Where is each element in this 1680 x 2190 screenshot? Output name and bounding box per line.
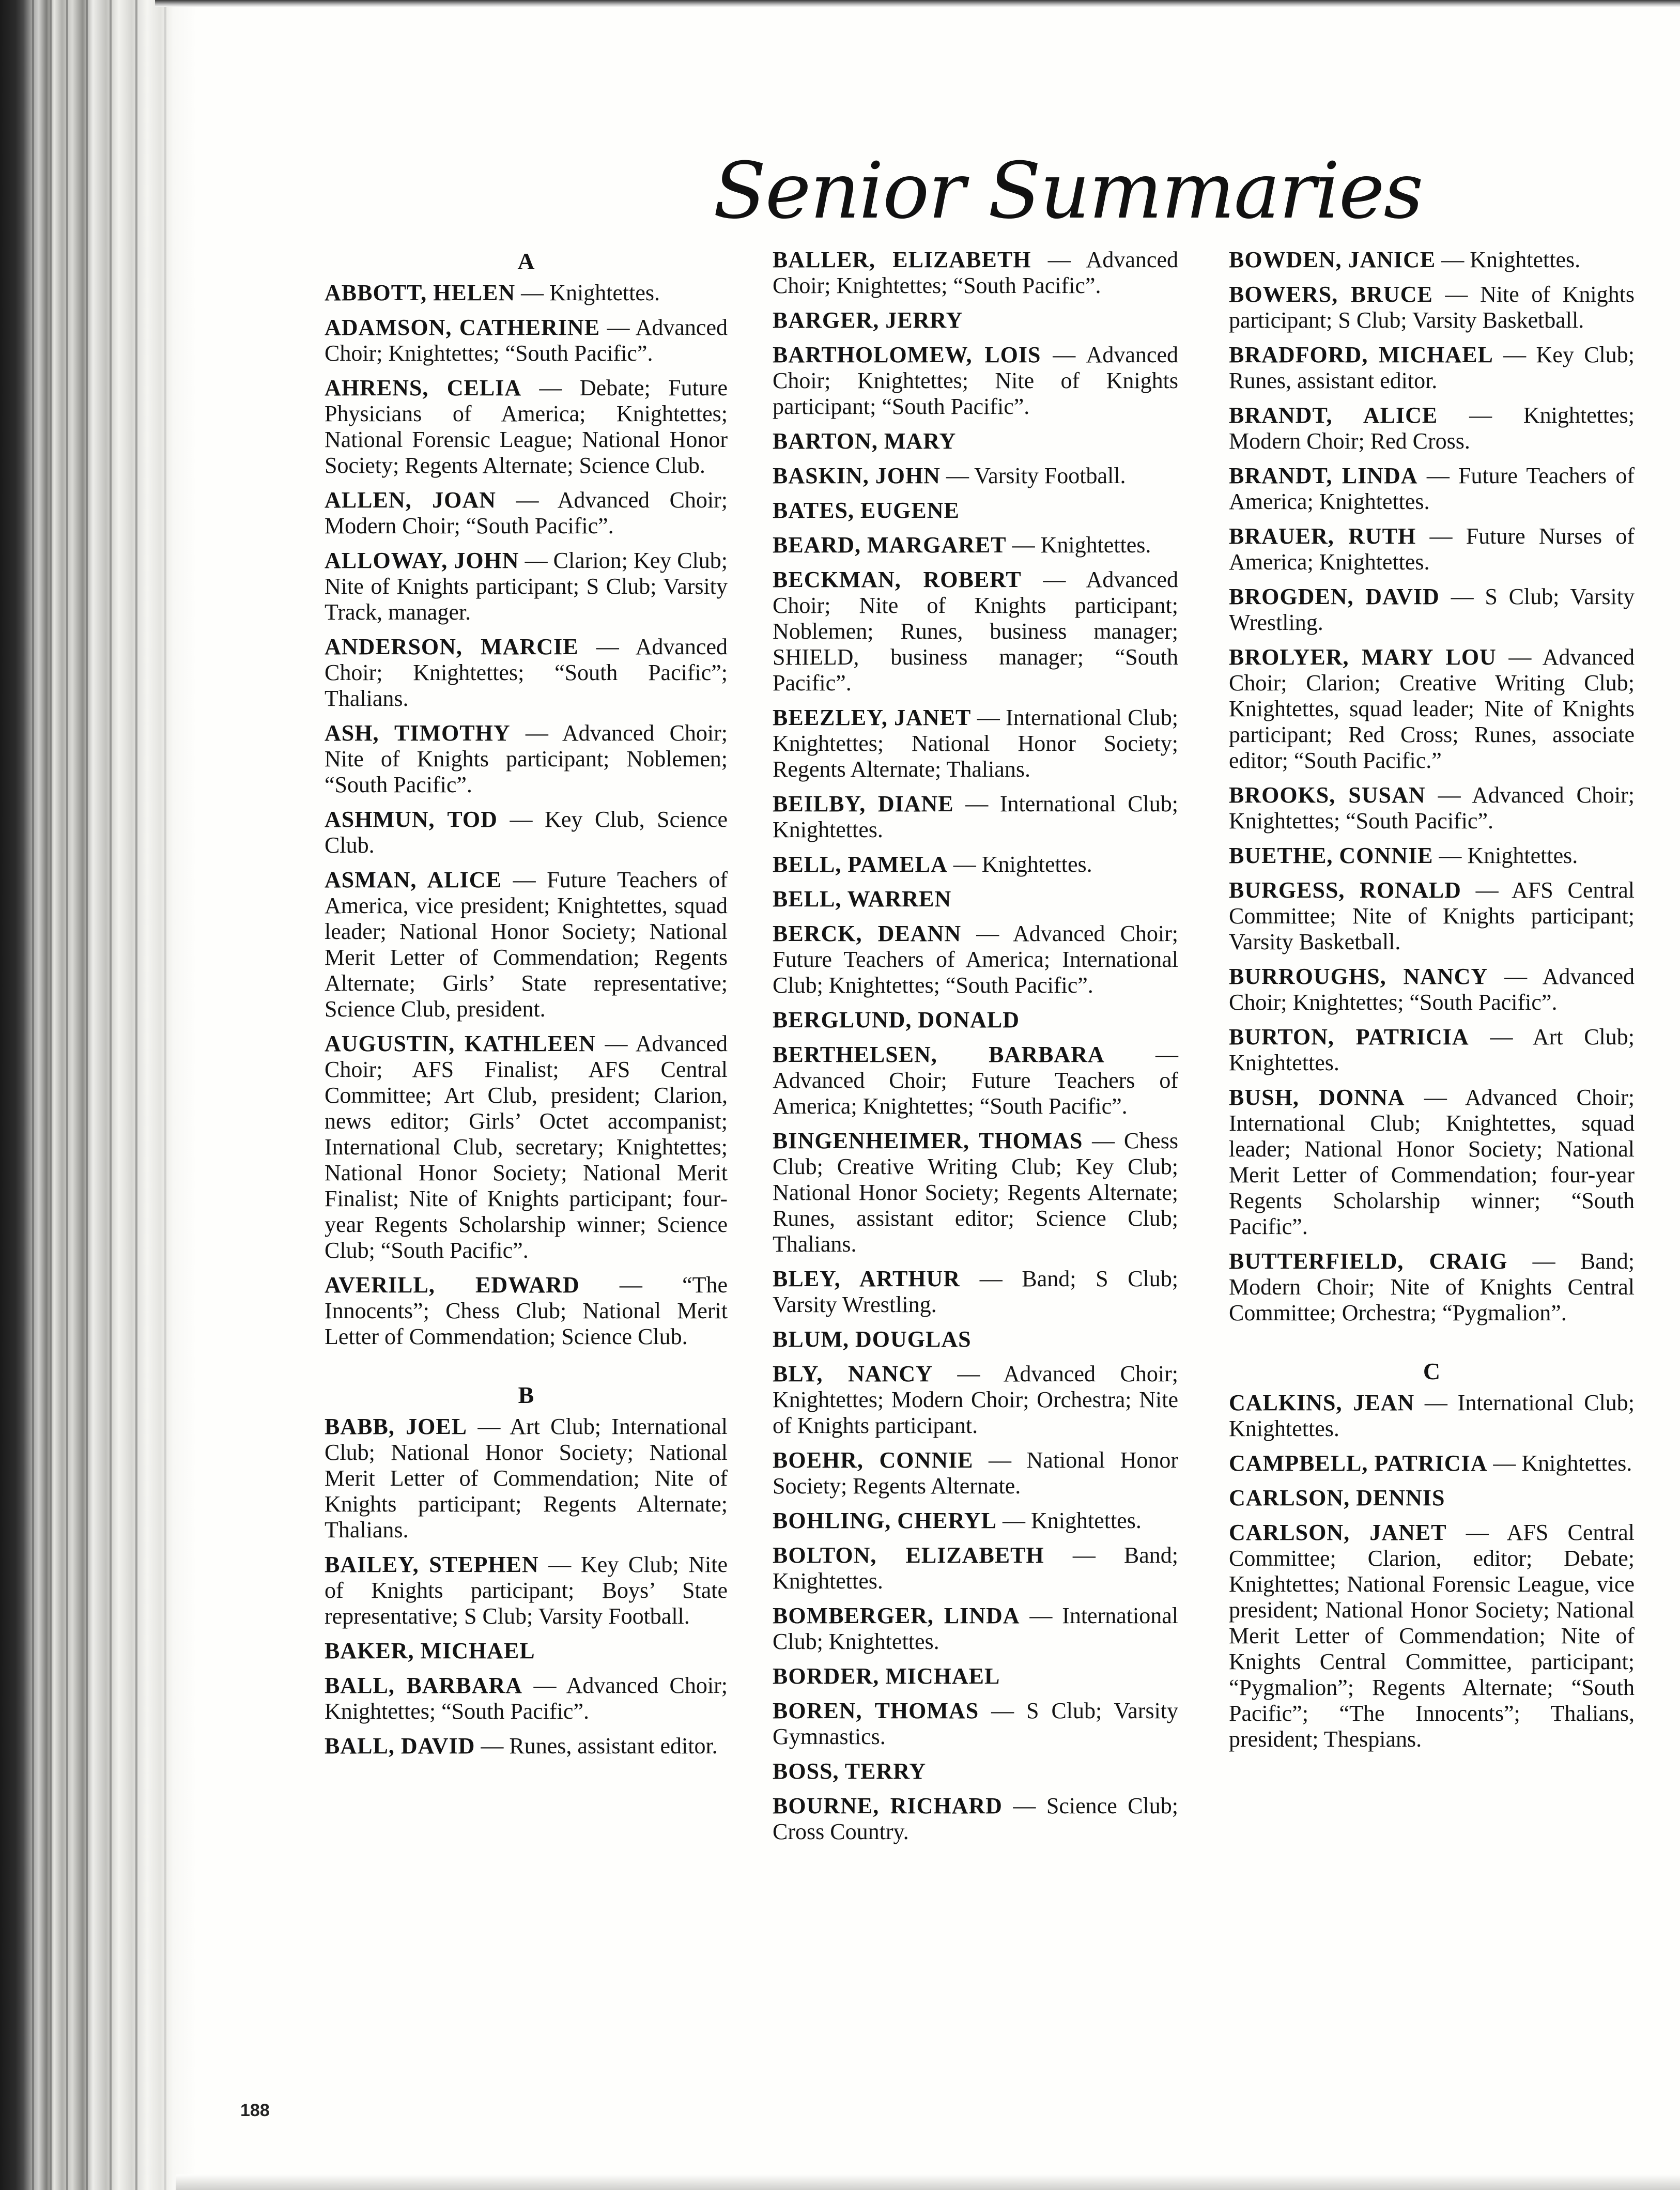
senior-name: BOREN, THOMAS (773, 1698, 979, 1723)
senior-activities: Advanced Choir; Knightettes; “South Pacific”. (1229, 964, 1635, 1015)
senior-name: BOLTON, ELIZABETH (773, 1543, 1044, 1568)
senior-activities: Knightettes. (549, 280, 660, 305)
senior-name: BAKER, MICHAEL (325, 1638, 535, 1663)
dash-separator: — (600, 315, 636, 340)
senior-activities: Key Club; Runes, assistant editor. (1229, 342, 1635, 393)
senior-activities: Future Teachers of America, vice president; Knightettes, squad leader; National Honor Society; National Merit Letter of Commendation; Regents Alternate; Girls’ State representative; Science Club, president. (325, 867, 728, 1022)
senior-activities: Future Teachers of America; Knightettes. (1229, 463, 1635, 514)
senior-name: BOEHR, CONNIE (773, 1447, 974, 1473)
senior-activities: Nite of Knights participant; S Club; Varsity Basketball. (1229, 282, 1635, 333)
senior-entry (1229, 1390, 1635, 1442)
senior-entry (773, 1447, 1178, 1499)
dash-separator: — (1487, 1451, 1522, 1476)
senior-activities: Chess Club; Creative Writing Club; Key Club; National Honor Society; Regents Alternate; Runes, assistant editor; Science Club; Thalians. (773, 1128, 1178, 1257)
senior-activities: Advanced Choir; Knightettes; “South Pacific”. (773, 247, 1178, 298)
page-number: 188 (240, 2101, 270, 2120)
senior-entry (325, 807, 728, 858)
senior-activities: Advanced Choir; International Club; Knightettes, squad leader; National Honor Society; National Merit Letter of Commendation; four-year Regents Scholarship winner; “South Pacific”. (1229, 1085, 1635, 1239)
senior-name: BAILEY, STEPHEN (325, 1552, 539, 1577)
senior-name: BUSH, DONNA (1229, 1085, 1405, 1110)
senior-activities: Band; Knightettes. (773, 1543, 1178, 1594)
senior-activities: Advanced Choir; AFS Finalist; AFS Central Committee; Art Club, president; Clarion, news editor; Girls’ Octet accompanist; International Club, secretary; Knightettes; National Honor Society; National Merit Finalist; Nite of Knights participant; four-year Regents Scholarship winner; Science Club; “South Pacific”. (325, 1031, 728, 1263)
senior-name: BROOKS, SUSAN (1229, 782, 1426, 808)
senior-entry (325, 315, 728, 366)
senior-name: BINGENHEIMER, THOMAS (773, 1128, 1083, 1153)
senior-activities: National Honor Society; Regents Alternate. (773, 1447, 1178, 1499)
dash-separator: — (953, 791, 1000, 816)
senior-entry (325, 1552, 728, 1629)
senior-entry (773, 463, 1178, 489)
senior-name: BEILBY, DIANE (773, 791, 954, 816)
senior-name: ABBOTT, HELEN (325, 280, 516, 305)
dash-separator: — (496, 487, 558, 513)
dash-separator: — (1461, 877, 1512, 903)
senior-activities: Knightettes. (1470, 247, 1581, 272)
senior-entry (773, 1042, 1178, 1119)
senior-entry (773, 1508, 1178, 1534)
senior-entry (325, 1673, 728, 1724)
dash-separator: — (501, 867, 547, 892)
dash-separator: — (1041, 342, 1086, 367)
senior-entry (1229, 342, 1635, 394)
senior-entry (325, 487, 728, 539)
dash-separator: — (1416, 523, 1466, 549)
senior-entry (773, 705, 1178, 782)
senior-entry (1229, 247, 1635, 273)
senior-entry (325, 634, 728, 712)
senior-name: BORDER, MICHAEL (773, 1663, 1000, 1689)
senior-activities: Advanced Choir; Knightettes; “South Pacific”; Thalians. (325, 634, 728, 711)
senior-activities: International Club; Knightettes; National Honor Society; Regents Alternate; Thalians. (773, 705, 1178, 782)
senior-name: BASKIN, JOHN (773, 463, 941, 488)
senior-activities: AFS Central Committee; Clarion, editor; Debate; Knightettes; National Forensic League, vice president; National Honor Society; National Merit Letter of Commendation; Nite of Knights Central Committee, participant; “Pygmalion”; Regents Alternate; “South Pacific”; “The Innocents”; Thalians, president; Thespians. (1229, 1520, 1635, 1752)
senior-name: BLEY, ARTHUR (773, 1266, 961, 1291)
dash-separator: — (579, 1272, 683, 1298)
dash-separator: — (510, 720, 562, 746)
dash-separator: — (1031, 247, 1086, 272)
dash-separator: — (1469, 1024, 1533, 1050)
senior-activities: Varsity Football. (974, 463, 1126, 488)
senior-entry (773, 791, 1178, 843)
senior-entry (773, 1543, 1178, 1594)
senior-entry (1229, 523, 1635, 575)
dash-separator: — (1496, 644, 1543, 670)
dash-separator: — (519, 548, 553, 573)
senior-name: BALL, BARBARA (325, 1673, 522, 1698)
senior-name: ALLEN, JOAN (325, 487, 496, 513)
senior-entry (325, 1031, 728, 1263)
senior-activities: Advanced Choir; Future Teachers of America; Knightettes; “South Pacific”. (773, 1068, 1178, 1119)
senior-name: BECKMAN, ROBERT (773, 567, 1022, 592)
senior-name: BERCK, DEANN (773, 921, 962, 946)
section-letter: A (517, 248, 535, 274)
senior-entry (773, 886, 1178, 912)
senior-activities: Band; Modern Choir; Nite of Knights Central Committee; Orchestra; “Pygmalion”. (1229, 1248, 1635, 1325)
senior-name: BABB, JOEL (325, 1414, 468, 1439)
senior-name: ASHMUN, TOD (325, 807, 498, 832)
senior-name: BURTON, PATRICIA (1229, 1024, 1469, 1050)
senior-entry (1229, 843, 1635, 869)
senior-name: AUGUSTIN, KATHLEEN (325, 1031, 596, 1056)
dash-separator: — (961, 921, 1013, 946)
senior-activities: Runes, assistant editor. (509, 1733, 718, 1759)
senior-entry (773, 1361, 1178, 1439)
senior-activities: Advanced Choir; Knightettes; “South Pacific”. (325, 1673, 728, 1724)
senior-activities: Future Nurses of America; Knightettes. (1229, 523, 1635, 575)
senior-entry (773, 532, 1178, 558)
senior-name: BOSS, TERRY (773, 1759, 927, 1784)
senior-name: CAMPBELL, PATRICIA (1229, 1451, 1488, 1476)
senior-name: BLUM, DOUGLAS (773, 1327, 972, 1352)
senior-activities: International Club; Knightettes. (1229, 1390, 1635, 1441)
senior-entry (1229, 463, 1635, 515)
senior-entry (1229, 282, 1635, 333)
senior-name: BROLYER, MARY LOU (1229, 644, 1497, 670)
senior-entry (325, 1272, 728, 1350)
senior-name: BERTHELSEN, BARBARA (773, 1042, 1105, 1067)
senior-name: BRADFORD, MICHAEL (1229, 342, 1493, 367)
senior-name: BEEZLEY, JANET (773, 705, 972, 730)
dash-separator: — (973, 1447, 1027, 1473)
dash-separator: — (1405, 1085, 1465, 1110)
senior-entry (1229, 403, 1635, 454)
senior-activities: Knightettes. (981, 852, 1092, 877)
column-1 (325, 247, 728, 1768)
dash-separator: — (1104, 1042, 1179, 1067)
senior-name: BURROUGHS, NANCY (1229, 964, 1488, 989)
senior-entry (773, 1327, 1178, 1352)
senior-entry (773, 1266, 1178, 1318)
column-2 (773, 247, 1178, 1854)
senior-activities: Knightettes. (1040, 532, 1151, 558)
page-title: Senior Summaries (713, 146, 1423, 236)
senior-name: CARLSON, JANET (1229, 1520, 1447, 1545)
senior-name: BLY, NANCY (773, 1361, 933, 1386)
dash-separator: — (960, 1266, 1022, 1291)
dash-separator: — (1432, 282, 1481, 307)
senior-activities: AFS Central Committee; Nite of Knights participant; Varsity Basketball. (1229, 877, 1635, 954)
senior-entry (1229, 782, 1635, 834)
senior-activities: Advanced Choir; Knightettes; “South Pacific”. (325, 315, 728, 366)
dash-separator: — (1414, 1390, 1458, 1415)
section-letter: B (518, 1382, 534, 1408)
dash-separator: — (538, 1552, 581, 1577)
senior-name: BATES, EUGENE (773, 498, 960, 523)
senior-entry (773, 1663, 1178, 1689)
dash-separator: — (522, 1673, 566, 1698)
senior-activities: S Club; Varsity Wrestling. (1229, 584, 1635, 635)
dash-separator: — (1439, 584, 1485, 609)
dash-separator: — (1044, 1543, 1124, 1568)
dash-separator: — (467, 1414, 510, 1439)
column-3 (1229, 247, 1635, 1761)
senior-name: BROGDEN, DAVID (1229, 584, 1440, 609)
senior-entry (773, 1698, 1178, 1750)
senior-activities: Art Club; International Club; National Honor Society; National Merit Letter of Commendation; Nite of Knights participant; Regents Alternate; Thalians. (325, 1414, 728, 1543)
senior-name: ASH, TIMOTHY (325, 720, 511, 746)
senior-activities: Knightettes; Modern Choir; Red Cross. (1229, 403, 1635, 454)
senior-name: CARLSON, DENNIS (1229, 1485, 1445, 1510)
senior-activities: Advanced Choir; Nite of Knights participant; Noblemen; “South Pacific”. (325, 720, 728, 797)
dash-separator: — (1438, 403, 1523, 428)
dash-separator: — (1507, 1248, 1580, 1274)
senior-entry (773, 1759, 1178, 1784)
dash-separator: — (595, 1031, 636, 1056)
senior-activities: Knightettes. (1467, 843, 1578, 868)
dash-separator: — (971, 705, 1006, 730)
senior-name: BRAUER, RUTH (1229, 523, 1416, 549)
senior-name: BOHLING, CHERYL (773, 1508, 997, 1533)
book-page-edges (0, 0, 196, 2190)
senior-name: BUETHE, CONNIE (1229, 843, 1434, 868)
dash-separator: — (1417, 463, 1459, 488)
senior-entry (773, 428, 1178, 454)
top-page-edge (155, 0, 1680, 7)
senior-name: BUTTERFIELD, CRAIG (1229, 1248, 1508, 1274)
dash-separator: — (578, 634, 636, 659)
senior-activities: Advanced Choir; Modern Choir; “South Pacific”. (325, 487, 728, 538)
senior-name: BARTHOLOMEW, LOIS (773, 342, 1041, 367)
dash-separator: — (1021, 567, 1086, 592)
dash-separator: — (1020, 1603, 1062, 1628)
senior-activities: International Club; Knightettes. (773, 791, 1179, 842)
dash-separator: — (1433, 843, 1468, 868)
dash-separator: — (1006, 532, 1041, 558)
senior-name: BOWERS, BRUCE (1229, 282, 1433, 307)
dash-separator: — (1425, 782, 1472, 808)
senior-entry (773, 1128, 1178, 1257)
dash-separator: — (497, 807, 545, 832)
senior-entry (1229, 1085, 1635, 1240)
bottom-page-edge (176, 2174, 1680, 2190)
senior-name: BOURNE, RICHARD (773, 1793, 1003, 1818)
senior-name: BEARD, MARGARET (773, 532, 1007, 558)
senior-activities: “The Innocents”; Chess Club; National Merit Letter of Commendation; Science Club. (325, 1272, 728, 1349)
senior-activities: Knightettes. (1030, 1508, 1142, 1533)
dash-separator: — (932, 1361, 1004, 1386)
senior-name: BALLER, ELIZABETH (773, 247, 1031, 272)
senior-name: BELL, WARREN (773, 886, 952, 912)
dash-separator: — (947, 852, 982, 877)
senior-entry (1229, 1520, 1635, 1752)
senior-entry (773, 1007, 1178, 1033)
dash-separator: — (940, 463, 975, 488)
senior-entry (325, 1638, 728, 1664)
dash-separator: — (1446, 1520, 1507, 1545)
dash-separator: — (515, 280, 550, 305)
senior-entry (773, 307, 1178, 333)
senior-name: BERGLUND, DONALD (773, 1007, 1020, 1032)
senior-entry (325, 548, 728, 625)
senior-name: ALLOWAY, JOHN (325, 548, 519, 573)
senior-entry (773, 567, 1178, 696)
senior-entry (1229, 1024, 1635, 1076)
senior-activities: Advanced Choir; Future Teachers of America; International Club; Knightettes; “South Pacific”. (773, 921, 1178, 998)
senior-entry (773, 342, 1178, 420)
senior-name: BELL, PAMELA (773, 852, 948, 877)
senior-activities: Knightettes. (1521, 1451, 1632, 1476)
senior-entry (773, 498, 1178, 523)
senior-entry (325, 867, 728, 1022)
senior-activities: Art Club; Knightettes. (1229, 1024, 1635, 1075)
senior-activities: Debate; Future Physicians of America; Knightettes; National Forensic League; National Honor Society; Regents Alternate; Science Club. (325, 375, 728, 478)
senior-activities: Key Club, Science Club. (325, 807, 728, 858)
senior-name: BALL, DAVID (325, 1733, 475, 1759)
senior-entry (325, 280, 728, 306)
senior-name: BRANDT, ALICE (1229, 403, 1438, 428)
senior-entry (773, 1793, 1178, 1845)
senior-activities: Advanced Choir; Knightettes; “South Pacific”. (1229, 782, 1635, 834)
dash-separator: — (1488, 964, 1543, 989)
senior-name: BARTON, MARY (773, 428, 957, 454)
senior-entry (1229, 1485, 1635, 1511)
senior-activities: Clarion; Key Club; Nite of Knights participant; S Club; Varsity Track, manager. (325, 548, 728, 625)
senior-entry (773, 247, 1178, 299)
senior-name: BRANDT, LINDA (1229, 463, 1418, 488)
senior-name: AVERILL, EDWARD (325, 1272, 580, 1298)
senior-entry (325, 1414, 728, 1543)
senior-activities: Science Club; Cross Country. (773, 1793, 1178, 1844)
dash-separator: — (1436, 247, 1470, 272)
senior-name: AHRENS, CELIA (325, 375, 522, 400)
senior-activities: Advanced Choir; Knightettes; Nite of Knights participant; “South Pacific”. (773, 342, 1178, 419)
senior-entry (1229, 877, 1635, 955)
senior-activities: International Club; Knightettes. (773, 1603, 1178, 1654)
dash-separator: — (996, 1508, 1031, 1533)
senior-name: BURGESS, RONALD (1229, 877, 1461, 903)
senior-entry (1229, 1248, 1635, 1326)
senior-entry (325, 375, 728, 479)
senior-activities: Advanced Choir; Clarion; Creative Writing Club; Knightettes, squad leader; Nite of Knights participant; Red Cross; Runes, associate editor; “South Pacific.” (1229, 644, 1635, 773)
section-letter: C (1423, 1358, 1441, 1384)
senior-entry (1229, 964, 1635, 1015)
dash-separator: — (1002, 1793, 1046, 1818)
senior-name: BOWDEN, JANICE (1229, 247, 1436, 272)
senior-name: ASMAN, ALICE (325, 867, 502, 892)
senior-entry (773, 852, 1178, 877)
senior-name: BOMBERGER, LINDA (773, 1603, 1020, 1628)
dash-separator: — (979, 1698, 1027, 1723)
senior-activities: Band; S Club; Varsity Wrestling. (773, 1266, 1179, 1317)
senior-activities: Key Club; Nite of Knights participant; Boys’ State representative; S Club; Varsity Football. (325, 1552, 728, 1629)
senior-name: CALKINS, JEAN (1229, 1390, 1415, 1415)
dash-separator: — (475, 1733, 510, 1759)
dash-separator: — (1083, 1128, 1124, 1153)
senior-entry (773, 921, 1178, 998)
senior-entry (325, 1733, 728, 1759)
senior-entry (1229, 584, 1635, 636)
senior-name: ADAMSON, CATHERINE (325, 315, 600, 340)
senior-entry (1229, 644, 1635, 774)
senior-name: ANDERSON, MARCIE (325, 634, 579, 659)
dash-separator: — (521, 375, 580, 400)
senior-entry (325, 720, 728, 798)
senior-activities: Advanced Choir; Knightettes; Modern Choir; Orchestra; Nite of Knights participant. (773, 1361, 1179, 1438)
senior-activities: S Club; Varsity Gymnastics. (773, 1698, 1179, 1749)
dash-separator: — (1493, 342, 1536, 367)
senior-entry (1229, 1451, 1635, 1476)
senior-activities: Advanced Choir; Nite of Knights participant; Noblemen; Runes, business manager; SHIELD, business manager; “South Pacific”. (773, 567, 1178, 696)
senior-entry (773, 1603, 1178, 1655)
senior-name: BARGER, JERRY (773, 307, 963, 333)
